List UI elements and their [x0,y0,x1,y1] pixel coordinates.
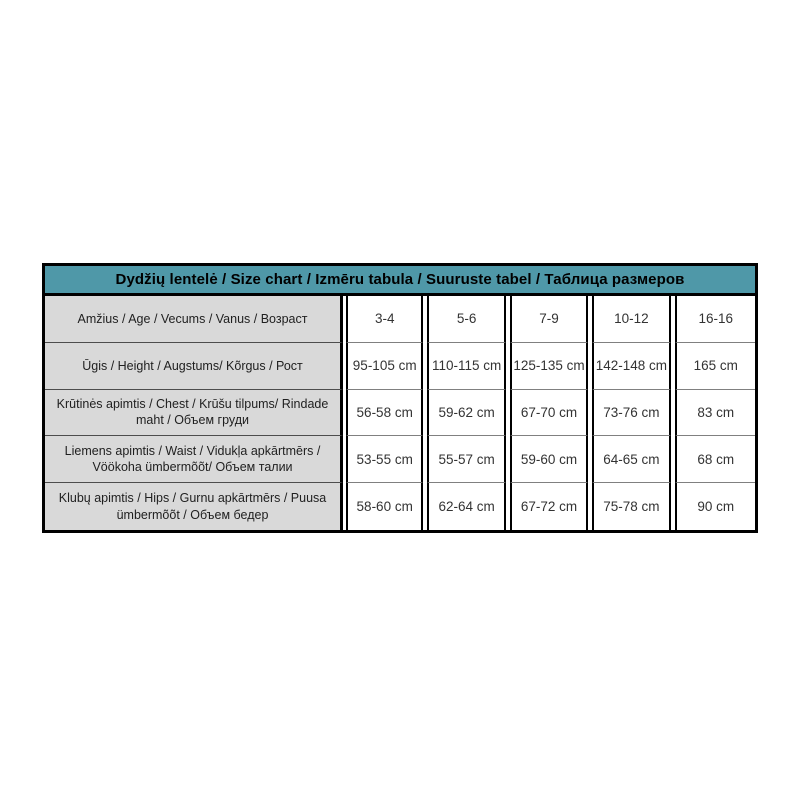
value-cell: 142-148 cm [592,343,670,390]
value-cell: 75-78 cm [592,483,670,530]
row-label: Liemens apimtis / Waist / Vidukļa apkārtmērs / Vöökoha ümbermõõt/ Объем талии [45,436,343,483]
value-cell: 3-4 [346,296,423,343]
value-cell: 125-135 cm [510,343,588,390]
value-cell: 64-65 cm [592,436,670,483]
value-cell: 59-62 cm [427,390,505,437]
row-label: Klubų apimtis / Hips / Gurnu apkārtmērs / Puusa ümbermõõt / Объем бедер [45,483,343,530]
size-chart-table [42,263,758,533]
value-cell: 59-60 cm [510,436,588,483]
value-cell: 58-60 cm [346,483,423,530]
value-cell: 16-16 [675,296,755,343]
value-cell: 90 cm [675,483,755,530]
row-label: Ūgis / Height / Augstums/ Kõrgus / Рост [45,343,343,390]
value-cell: 62-64 cm [427,483,505,530]
row-label: Krūtinės apimtis / Chest / Krūšu tilpums/ Rindade maht / Объем груди [45,390,343,437]
value-cell: 53-55 cm [346,436,423,483]
table-body [45,296,755,530]
value-cell: 68 cm [675,436,755,483]
value-cell: 67-72 cm [510,483,588,530]
table-title: Dydžių lentelė / Size chart / Izmēru tabula / Suuruste tabel / Таблица размеров [45,266,755,296]
value-cell: 95-105 cm [346,343,423,390]
value-cell: 55-57 cm [427,436,505,483]
value-cell: 7-9 [510,296,588,343]
row-label: Amžius / Age / Vecums / Vanus / Возраст [45,296,343,343]
value-cell: 56-58 cm [346,390,423,437]
value-cell: 67-70 cm [510,390,588,437]
value-cell: 73-76 cm [592,390,670,437]
value-cell: 110-115 cm [427,343,505,390]
value-cell: 5-6 [427,296,505,343]
value-cell: 165 cm [675,343,755,390]
value-cell: 10-12 [592,296,670,343]
value-cell: 83 cm [675,390,755,437]
